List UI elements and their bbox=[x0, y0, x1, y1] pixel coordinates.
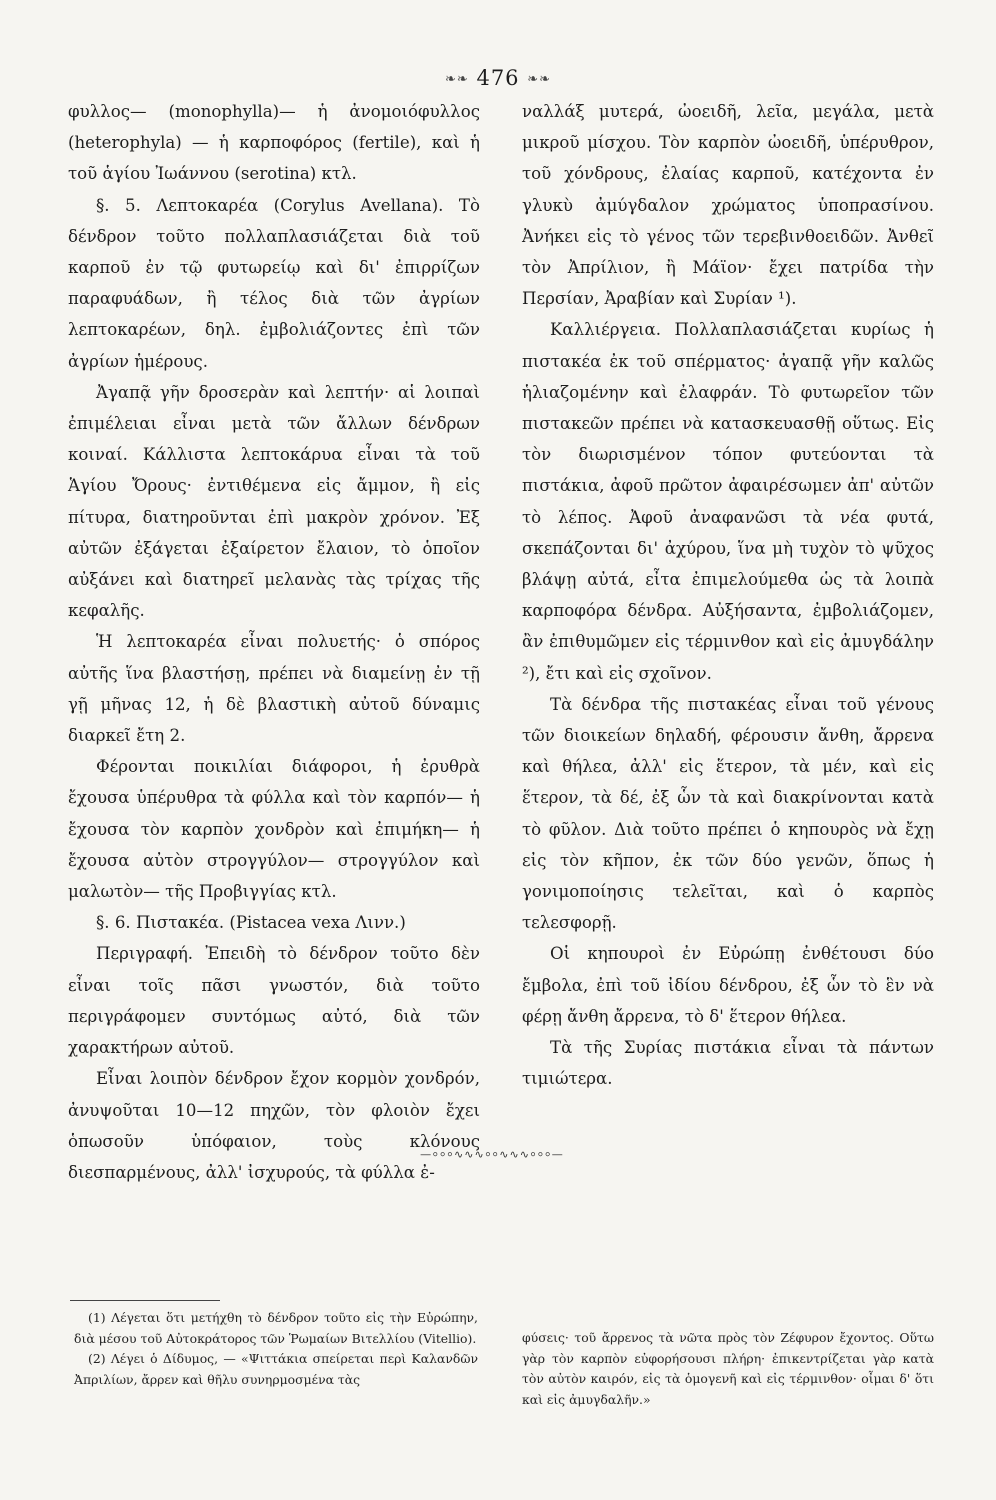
section-heading-corylus: §. 5. Λεπτοκαρέα (Corylus Avellana). Τὸ δένδρον τοῦτο πολλαπλασιάζεται διὰ τοῦ καρποῦ ἐν τῷ φυτωρείῳ καὶ δι' ἐπιρρίζων παραφυάδων, ἢ τέλος διὰ τῶν ἀγρίων λεπτοκαρέων, δηλ. ἐμβολιάζοντες ἐπὶ τῶν ἀγρίων ἡμέρους. bbox=[68, 195, 480, 371]
section-heading-pistacea: §. 6. Πιστακέα. (Pistacea vexa Λινν.) bbox=[96, 913, 406, 933]
right-column bbox=[522, 96, 934, 1095]
section-divider: —⸰⸰⸰∿∿∿⸰⸰∿∿∿⸰⸰⸰— bbox=[420, 1148, 564, 1161]
footnotes-right bbox=[522, 1328, 934, 1410]
footnote-2-continued: φύσεις· τοῦ ἄρρενος τὰ νῶτα πρὸς τὸν Ζέφυρον ἔχοντος. Οὕτω γὰρ τὸν καρπὸν εὐφορήσουσι πλήρη· ἐπικεντρίζεται γὰρ κατὰ τὸν αὐτὸν καιρόν, εἰς τὰ ὁμογενῆ καὶ εἰς τέρμινθον· οἶμαι δ' ὅτι καὶ εἰς ἀμυγδαλῆν.» bbox=[522, 1330, 934, 1407]
paragraph: Τὰ δένδρα τῆς πιστακέας εἶναι τοῦ γένους τῶν διοικείων δηλαδή, φέρουσιν ἄνθη, ἄρρενα καὶ θήλεα, ἀλλ' εἰς ἕτερον, τὰ μέν, καὶ εἰς ἕτερον, τὰ δέ, ἐξ ὧν τὰ καὶ διακρίνονται κατὰ τὸ φῦλον. Διὰ τοῦτο πρέπει ὁ κηπουρὸς νὰ ἔχῃ εἰς τὸν κῆπον, ἐκ τῶν δύο γενῶν, ὅπως ἡ γονιμοποίησις τελεῖται, καὶ ὁ καρπὸς τελεσφορῇ. bbox=[522, 694, 934, 933]
ornament-right-icon: ❧❧ bbox=[527, 72, 552, 87]
left-column bbox=[68, 96, 480, 1188]
paragraph: Οἱ κηπουροὶ ἐν Εὐρώπῃ ἐνθέτουσι δύο ἔμβολα, ἐπὶ τοῦ ἰδίου δένδρου, ἐξ ὧν τὸ ἓν νὰ φέρῃ ἄνθη ἄρρενα, τὸ δ' ἕτερον θήλεα. bbox=[522, 944, 934, 1026]
paragraph: Φέρονται ποικιλίαι διάφοροι, ἡ ἐρυθρὰ ἔχουσα ὑπέρυθρα τὰ φύλλα καὶ τὸν καρπόν— ἡ ἔχουσα τὸν καρπὸν χονδρὸν καὶ ἐπιμήκη— ἡ ἔχουσα αὐτὸν στρογγύλον— στρογγύλον καὶ μαλωτὸν— τῆς Προβιγγίας κτλ. bbox=[68, 757, 480, 902]
footnote-1: (1) Λέγεται ὅτι μετήχθη τὸ δένδρον τοῦτο εἰς τὴν Εὐρώπην, διὰ μέσου τοῦ Αὐτοκράτορος τῶν Ῥωμαίων Βιτελλίου (Vitellio). bbox=[74, 1310, 478, 1346]
paragraph: Τὰ τῆς Συρίας πιστάκια εἶναι τὰ πάντων τιμιώτερα. bbox=[522, 1038, 934, 1089]
ornament-left-icon: ❧❧ bbox=[444, 72, 469, 87]
paragraph: Περιγραφή. Ἐπειδὴ τὸ δένδρον τοῦτο δὲν εἶναι τοῖς πᾶσι γνωστόν, διὰ τοῦτο περιγράφομεν συντόμως αὐτό, διὰ τῶν χαρακτήρων αὐτοῦ. bbox=[68, 944, 480, 1058]
footnote-rule bbox=[70, 1300, 220, 1301]
paragraph: Ἀγαπᾷ γῆν δροσερὰν καὶ λεπτήν· αἱ λοιπαὶ ἐπιμέλειαι εἶναι μετὰ τῶν ἄλλων δένδρων κοιναί. Κάλλιστα λεπτοκάρυα εἶναι τὰ τοῦ Ἁγίου Ὄρους· ἐντιθέμενα εἰς ἄμμον, ἢ εἰς πίτυρα, διατηροῦνται ἐπὶ μακρὸν χρόνον. Ἐξ αὐτῶν ἐξάγεται ἐξαίρετον ἔλαιον, τὸ ὁποῖον αὐξάνει καὶ διατηρεῖ μελανὰς τὰς τρίχας τῆς κεφαλῆς. bbox=[68, 382, 480, 621]
paragraph: φυλλος— (monophylla)— ἡ ἀνομοιόφυλλος (heterophyla) — ἡ καρποφόρος (fertile), καὶ ἡ τοῦ ἁγίου Ἰωάννου (serotina) κτλ. bbox=[68, 102, 480, 184]
footnotes-left bbox=[74, 1308, 478, 1390]
paragraph: Ἡ λεπτοκαρέα εἶναι πολυετής· ὁ σπόρος αὐτῆς ἵνα βλαστήσῃ, πρέπει νὰ διαμείνῃ ἐν τῇ γῇ μῆνας 12, ἡ δὲ βλαστικὴ αὐτοῦ δύναμις διαρκεῖ ἔτη 2. bbox=[68, 632, 480, 746]
footnote-2: (2) Λέγει ὁ Δίδυμος, — «Ψιττάκια σπείρεται περὶ Καλανδῶν Ἀπριλίων, ἄρρεν καὶ θῆλυ συνηρμοσμένα τὰς bbox=[74, 1351, 478, 1387]
page-number-header bbox=[0, 66, 996, 90]
page-number: 476 bbox=[476, 66, 520, 90]
paragraph: Καλλιέργεια. Πολλαπλασιάζεται κυρίως ἡ πιστακέα ἐκ τοῦ σπέρματος· ἀγαπᾷ γῆν καλῶς ἡλιαζομένην καὶ ἐλαφράν. Τὸ φυτωρεῖον τῶν πιστακεῶν πρέπει νὰ κατασκευασθῇ οὕτως. Εἰς τὸν διωρισμένον τόπον φυτεύονται τὰ πιστάκια, ἀφοῦ πρῶτον ἀφαιρέσωμεν ἀπ' αὐτῶν τὸ λέπος. Ἀφοῦ ἀναφανῶσι τὰ νέα φυτά, σκεπάζονται δι' ἀχύρου, ἵνα μὴ τυχὸν τὸ ψῦχος βλάψῃ αὐτά, εἶτα ἐπιμελούμεθα ὡς τὰ λοιπὰ καρποφόρα δένδρα. Αὐξήσαντα, ἐμβολιάζομεν, ἂν ἐπιθυμῶμεν εἰς τέρμινθον καὶ εἰς ἀμυγδάλην ²), ἔτι καὶ εἰς σχοῖνον. bbox=[522, 320, 934, 683]
paragraph: ναλλάξ μυτερά, ὠοειδῆ, λεῖα, μεγάλα, μετὰ μικροῦ μίσχου. Τὸν καρπὸν ὠοειδῆ, ὑπέρυθρον, τοῦ χόνδρους, ἐλαίας καρποῦ, κατέχοντα ἐν γλυκὺ ἀμύγδαλον χρώματος ὑποπρασίνου. Ἀνήκει εἰς τὸ γένος τῶν τερεβινθοειδῶν. Ἀνθεῖ τὸν Ἀπρίλιον, ἢ Μάϊον· ἔχει πατρίδα τὴν Περσίαν, Ἀραβίαν καὶ Συρίαν ¹). bbox=[522, 102, 934, 309]
paragraph: Εἶναι λοιπὸν δένδρον ἔχον κορμὸν χονδρόν, ἀνυψοῦται 10—12 πηχῶν, τὸν φλοιὸν ἔχει ὁπωσοῦν ὑπόφαιον, τοὺς κλόνους διεσπαρμένους, ἀλλ' ἰσχυρούς, τὰ φύλλα ἐ- bbox=[68, 1069, 480, 1182]
